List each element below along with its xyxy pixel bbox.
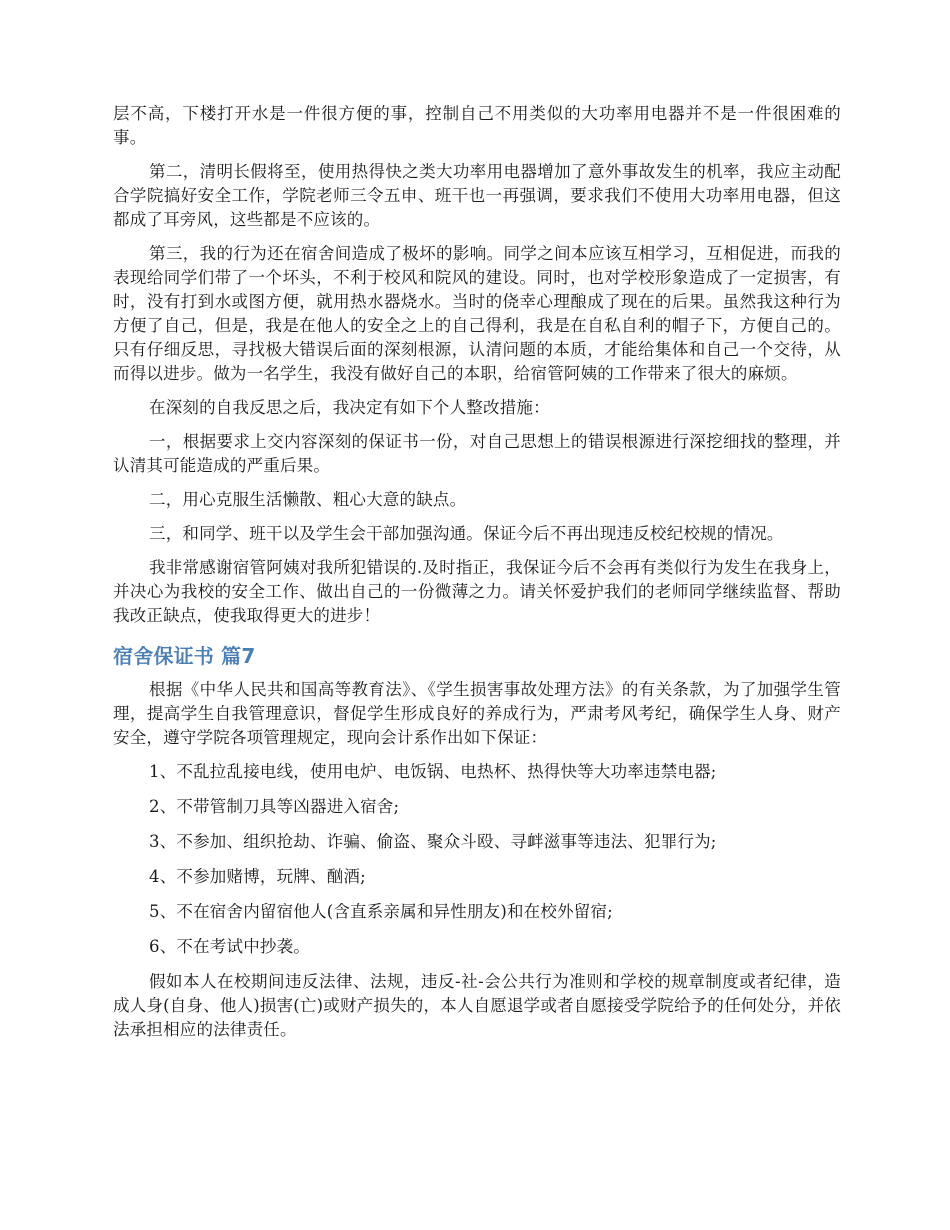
paragraph-measure-three: 三，和同学、班干以及学生会干部加强沟通。保证今后不再出现违反校纪校规的情况。 [149,524,784,543]
paragraph-measure-one: 一，根据要求上交内容深刻的保证书一份，对自己思想上的错误根源进行深挖细找的整理，并认清其可能造成的严重后果。 [113,432,841,475]
list-item: 6、不在考试中抄袭。 [149,937,310,956]
paragraph-third-point: 第三，我的行为还在宿舍间造成了极坏的影响。同学之间本应该互相学习，互相促进，而我的表现给同学们带了一个坏头，不利于校风和院风的建设。同时，也对学校形象造成了一定损害，有时，没有打到水或图方便，就用热水器烧水。当时的侥幸心理酿成了现在的后果。虽然我这种行为方便了自己，但是，我是在他人的安全之上的自己得利，我是在自私自利的帽子下，方便自己的。只有仔细反思，寻找极大错误后面的深刻根源，认清问题的本质，才能给集体和自己一个交待，从而得以进步。做为一名学生，我没有做好自己的本职，给宿管阿姨的工作带来了很大的麻烦。 [113,244,841,383]
document-page [113,102,841,1052]
paragraph-second-point: 第二，清明长假将至，使用热得快之类大功率用电器增加了意外事故发生的机率，我应主动配合学院搞好安全工作，学院老师三令五申、班干也一再强调，要求我们不使用大功率用电器，但这都成了耳旁风，这些都是不应该的。 [113,162,841,229]
paragraph-measure-two: 二，用心克服生活懒散、粗心大意的缺点。 [149,490,467,509]
section-intro: 根据《中华人民共和国高等教育法》、《学生损害事故处理方法》的有关条款，为了加强学生管理，提高学生自我管理意识，督促学生形成良好的养成行为，严肃考风考纪，确保学生人身、财产安全，遵守学院各项管理规定，现向会计系作出如下保证： [113,680,841,747]
paragraph-continuation: 层不高，下楼打开水是一件很方便的事，控制自己不用类似的大功率用电器并不是一件很困难的事。 [113,104,841,147]
list-item: 4、不参加赌博，玩牌、酗酒; [149,867,366,886]
paragraph-reflection: 在深刻的自我反思之后，我决定有如下个人整改措施： [149,398,550,417]
paragraph-thanks: 我非常感谢宿管阿姨对我所犯错误的.及时指正，我保证今后不会再有类似行为发生在我身上，并决心为我校的安全工作、做出自己的一份微薄之力。请关怀爱护我们的老师同学继续监督、帮助我改正缺点，使我取得更大的进步！ [113,558,841,625]
section-heading: 宿舍保证书 篇7 [113,644,256,668]
closing-paragraph: 假如本人在校期间违反法律、法规，违反-社-会公共行为准则和学校的规章制度或者纪律，造成人身(自身、他人)损害(亡)或财产损失的，本人自愿退学或者自愿接受学院给予的任何处分，并依法承担相应的法律责任。 [113,972,841,1039]
list-item: 1、不乱拉乱接电线，使用电炉、电饭锅、电热杯、热得快等大功率违禁电器; [149,762,717,781]
list-item: 2、不带管制刀具等凶器进入宿舍; [149,797,400,816]
list-item: 3、不参加、组织抢劫、诈骗、偷盗、聚众斗殴、寻衅滋事等违法、犯罪行为; [149,832,717,851]
list-item: 5、不在宿舍内留宿他人(含直系亲属和异性朋友)和在校外留宿; [149,902,613,921]
